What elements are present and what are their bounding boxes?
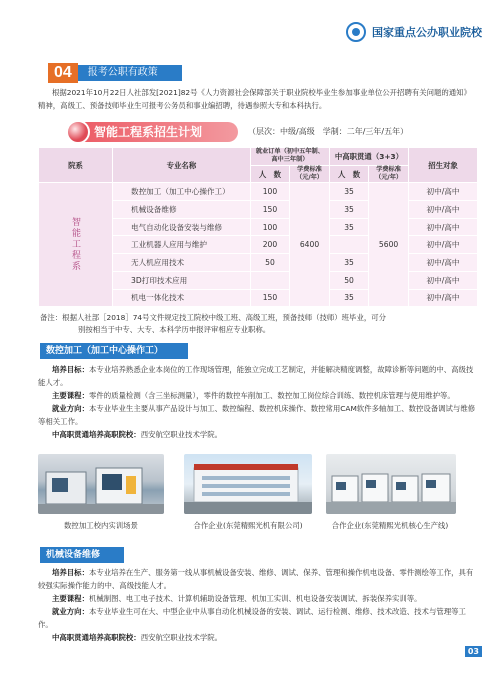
cnc-goal [38,363,478,389]
remark [40,312,480,336]
people-cell: 150 [250,201,289,219]
cnc-machine-image [38,454,164,514]
people-cell: 150 [250,289,289,307]
caption-partner-building: 合作企业(东莞精熙光机有限公司) [193,521,303,530]
mech-college [38,631,478,644]
th-through: 中高职贯通（3+3） [329,148,408,166]
cnc-job-label: 就业方向： [52,404,89,413]
people-cell: 200 [250,236,289,254]
people2-cell: 35 [329,254,368,272]
people-cell: 100 [250,183,289,201]
cnc-college-text: 西安航空职业技术学院。 [140,430,223,439]
mech-course-text: 机械制图、电工电子技术、计算机辅助设备管理、机加工实训、机电设备安装调试、拆装保养实训等。 [88,594,422,603]
mech-goal-label: 培养目标： [52,568,89,577]
th-fee2: 学费标准（元/年） [369,165,409,183]
production-line-image [326,454,456,514]
people-cell [250,271,289,289]
target-cell: 初中/高中 [409,218,478,236]
people2-cell: 35 [329,218,368,236]
mech-description [38,566,478,644]
plan-note: （层次：中级/高级 学制：二年/三年/五年） [248,127,409,136]
people2-cell: 35 [329,201,368,219]
mech-section-title: 机械设备维修 [40,547,124,563]
intro-paragraph: 根据2021年10月22日人社部发[2021]82号《人力资源社会保障部关于职业院校毕业生参加事业单位公开招聘有关问题的通知》精神，高级工、预备技师毕业生可报考公务员和事业编招聘，待遇参照大专和本科执行。 [38,88,471,110]
people2-cell [329,236,368,254]
plan-title: 智能工程系招生计划 [74,122,238,142]
caption-cnc-training: 数控加工校内实训场景 [64,521,138,530]
cnc-course-text: 零件的质量检测（含三坐标测量），零件的数控车削加工、数控加工岗位综合训练、数控机床管理与使用维护等。 [88,391,455,400]
mech-course-label: 主要课程： [52,594,89,603]
cnc-course [38,389,478,402]
major-cell: 机电一体化技术 [113,289,251,307]
th-major: 专业名称 [113,148,251,183]
table-row [39,183,478,201]
people-cell: 50 [250,254,289,272]
school-name: 国家重点公办职业院校 [372,26,482,39]
mech-goal [38,566,478,592]
major-cell: 工业机器人应用与维护 [113,236,251,254]
th-target: 招生对象 [409,148,478,183]
cnc-goal-label: 培养目标： [52,365,89,374]
school-logo-icon [346,22,366,42]
photo-cnc-training [38,454,164,514]
target-cell: 初中/高中 [409,236,478,254]
page-header [346,22,482,42]
photo-partner-production-line [326,454,456,514]
section-number: 04 [48,63,78,83]
fee1-cell: 6400 [290,183,330,307]
cnc-college-label: 中高职贯通培养高职院校： [52,430,141,439]
th-fee: 学费标准（元/年） [290,165,330,183]
mech-job-label: 就业方向： [52,607,89,616]
remark-line-2: 别按相当于中专、大专、本科学历申报评审相应专业职称。 [78,325,271,334]
target-cell: 初中/高中 [409,289,478,307]
people2-cell: 35 [329,183,368,201]
fee2-cell: 5600 [369,183,409,307]
section-heading [48,63,182,83]
major-cell: 数控加工（加工中心操作工） [113,183,251,201]
cnc-section-title: 数控加工（加工中心操作工） [40,343,188,359]
page-number: 03 [465,646,482,657]
major-cell: 机械设备维修 [113,201,251,219]
photo-partner-building [184,454,312,514]
cnc-course-label: 主要课程： [52,391,89,400]
mech-college-text: 西安航空职业技术学院。 [140,633,223,642]
target-cell: 初中/高中 [409,254,478,272]
mech-job [38,605,478,631]
caption-partner-production-line: 合作企业(东莞精熙光机核心生产线) [331,521,449,530]
target-cell: 初中/高中 [409,201,478,219]
mech-college-label: 中高职贯通培养高职院校： [52,633,141,642]
enrollment-table [38,147,478,307]
th-people: 人 数 [250,165,289,183]
major-cell: 3D打印技术应用 [113,271,251,289]
people-cell: 100 [250,218,289,236]
mech-job-text: 本专业毕业生可在大、中型企业中从事自动化机械设备的安装、调试、运行检测、维修、技术改造、技术与管理等工作。 [38,607,466,629]
target-cell: 初中/高中 [409,271,478,289]
th-dept: 院系 [39,148,113,183]
cnc-description [38,363,478,441]
target-cell: 初中/高中 [409,183,478,201]
remark-line-1: 备注：根据人社部［2018］74号文件规定技工院校中级工班、高级工班，预备技师（技师）班毕业，可分 [40,313,387,322]
plan-heading [38,121,478,145]
plan-ball-icon [66,120,90,144]
mech-course [38,592,478,605]
people2-cell: 50 [329,271,368,289]
major-cell: 无人机应用技术 [113,254,251,272]
th-order: 就业订单（初中五年制、高中三年制） [250,148,329,166]
mech-goal-text: 本专业培养在生产、服务第一线从事机械设备安装、维修、调试、保养、管理和操作机电设备、零件测绘等工作，具有较强实际操作能力的中、高级技能人才。 [38,568,474,590]
cnc-job [38,402,478,428]
factory-building-image [184,454,312,514]
th-people2: 人 数 [329,165,368,183]
cnc-job-text: 本专业毕业生主要从事产品设计与加工、数控编程、数控机床操作、数控常用CAM软件多轴加工、数控设备调试与维修等相关工作。 [38,404,476,426]
people2-cell: 35 [329,289,368,307]
cnc-goal-text: 本专业培养熟悉企业本岗位的工作现场管理，能独立完成工艺制定，并能解决精度调整，故障诊断等问题的中、高级技能人才。 [38,365,474,387]
dept-cell: 智能工程系 [39,183,113,307]
major-cell: 电气自动化设备安装与维修 [113,218,251,236]
cnc-college [38,428,478,441]
section-title: 报考公职有政策 [78,65,182,81]
